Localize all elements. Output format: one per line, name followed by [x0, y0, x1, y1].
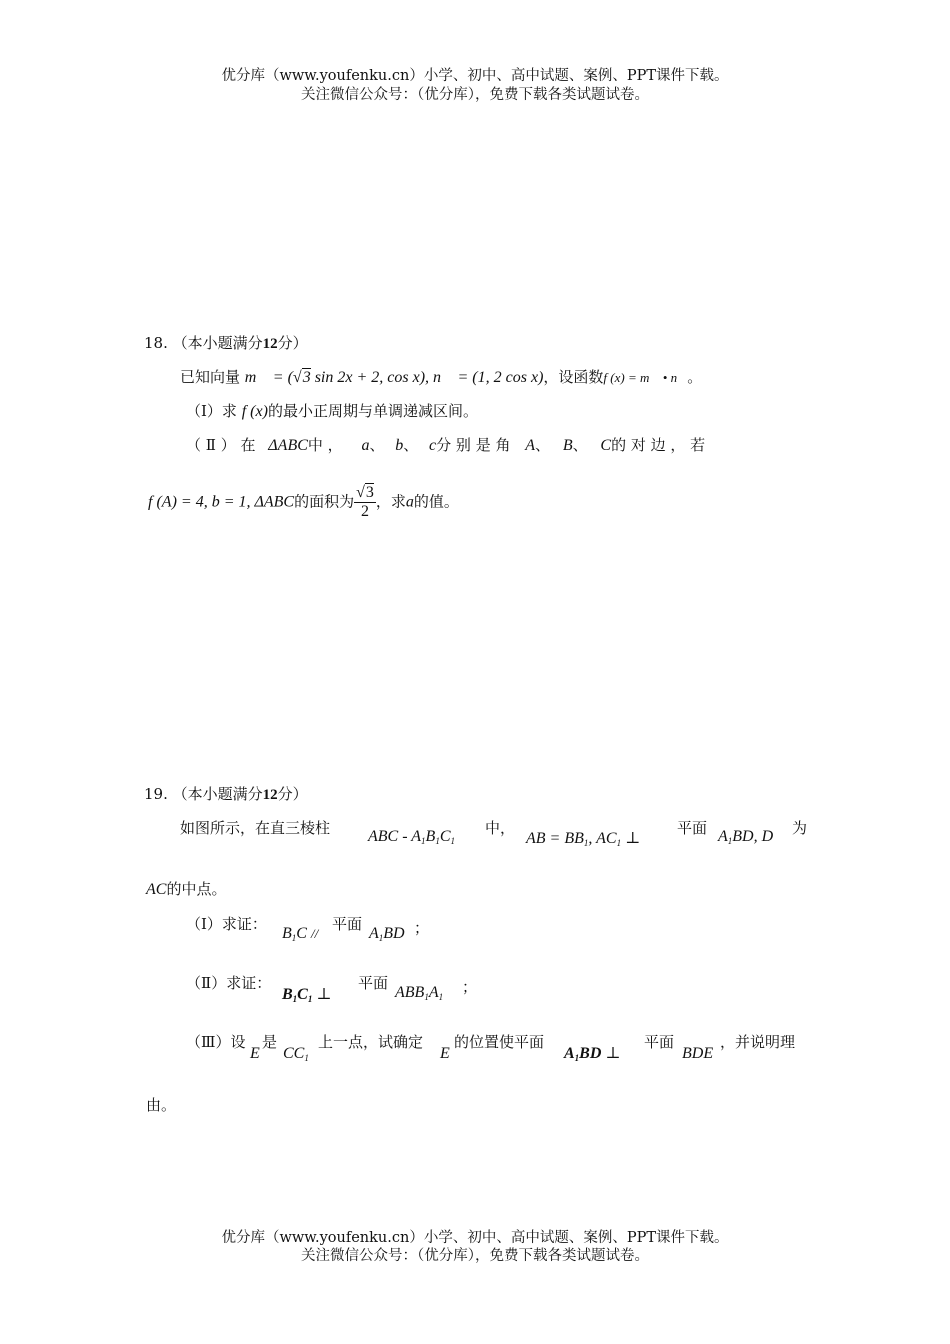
q19-plane-word-2: 平面	[332, 915, 363, 933]
plane-a1bd-formula: $A_1BD$	[369, 925, 405, 943]
q18-sep-1: 、	[369, 436, 385, 454]
q19-part1	[186, 913, 486, 953]
f-x-formula: f (x)	[241, 403, 268, 420]
q18-intro-prefix: 已知向量	[180, 368, 241, 386]
q18-part1-label: （Ⅰ）求	[186, 402, 237, 420]
plane-a1bd-perp-formula: $A_1BD$ ⊥	[564, 1045, 621, 1063]
q19-heading	[144, 783, 308, 804]
angle-c: C	[600, 437, 612, 454]
q19-part3-tail: 由。	[146, 1096, 177, 1114]
angle-b: B	[562, 437, 573, 454]
q19-part2-end: ；	[462, 978, 478, 996]
q18-intro-end: 。	[687, 368, 703, 386]
q19-part1-end: ；	[414, 919, 430, 937]
q19-intro	[180, 817, 808, 857]
q19-part3-label: （Ⅲ）设	[186, 1033, 246, 1051]
q18-part1	[186, 400, 478, 421]
segment-cc1: $CC_1$	[283, 1045, 309, 1063]
condition-formula: f (A) = 4, b = 1, ΔABC	[148, 493, 295, 511]
q18-sep-3: 、	[535, 436, 551, 454]
q19-score-value: 12	[262, 787, 278, 803]
q18-sep-2: 、	[403, 436, 419, 454]
q19-plane-word-4: 平面	[644, 1033, 675, 1051]
q19-number: 19.	[144, 785, 168, 803]
header-line-1: 优分库（www.youfenku.cn）小学、初中、高中试题、案例、PPT课件下载。	[221, 68, 729, 84]
q18-condition	[148, 484, 459, 521]
segment-ac: AC	[146, 881, 167, 898]
plane-abb1a1-formula: $ABB_1A_1$	[395, 984, 444, 1002]
q18-cond-end: ，求	[375, 492, 406, 511]
point-e-2: E	[440, 1045, 450, 1062]
b1c-parallel-formula: $B_1C$ //	[282, 925, 319, 943]
q19-part2	[186, 972, 506, 1012]
header-line-2: 关注微信公众号：（优分库），免费下载各类试题试卷。	[301, 87, 649, 103]
q18-part2	[186, 434, 806, 455]
q19-plane-word-3: 平面	[358, 974, 389, 992]
q18-score-value: 12	[262, 336, 278, 352]
vector-m-formula: m⃗ = (√3 sin 2x + 2, cos x), n⃗ = (1, 2 cos x)	[244, 369, 544, 386]
q19-part2-label: （Ⅱ）求证：	[186, 974, 272, 992]
q19-line2	[146, 878, 226, 899]
function-f-formula: f (x) = m⃗ • n⃗	[603, 370, 688, 385]
q18-cond-end2: 的值。	[413, 492, 459, 511]
q19-score-close: 分）	[277, 785, 308, 803]
prism-formula: ABC - $A_1B_1C_1$	[368, 828, 455, 846]
q18-score-close: 分）	[277, 334, 308, 352]
q19-part3-is: 是	[262, 1033, 278, 1051]
q19-intro-mid: 中，	[485, 819, 516, 837]
footer-line-1: 优分库（www.youfenku.cn）小学、初中、高中试题、案例、PPT课件下载。	[221, 1230, 729, 1246]
q18-part2-text-c: 的 对 边 ， 若	[611, 436, 706, 454]
q19-intro-prefix: 如图所示，在直三棱柱	[180, 819, 331, 837]
q18-intro	[180, 366, 702, 387]
q19-part1-label: （Ⅰ）求证：	[186, 915, 267, 933]
q19-part3-pos: 的位置使平面	[454, 1033, 545, 1051]
q18-intro-mid: ，设函数	[543, 368, 604, 386]
q19-line2-text: 的中点。	[166, 880, 227, 898]
unknown-a: a	[405, 493, 414, 511]
q18-part1-text: 的最小正周期与单调递减区间。	[267, 402, 478, 420]
q19-score-open: （本小题满分	[172, 785, 263, 803]
q19-part3-mid: 上一点，试确定	[318, 1033, 424, 1051]
fraction-sqrt3-over-2: $\frac{√3}{2}$	[356, 484, 374, 520]
ab-equals-bb1-formula: AB = $BB_1$, $AC_1$ ⊥	[526, 830, 641, 848]
q18-part2-text-b: 分 别 是 角	[436, 436, 511, 454]
q18-cond-text: 的面积为	[294, 492, 355, 511]
q18-heading	[144, 332, 308, 353]
q18-score-open: （本小题满分	[172, 334, 263, 352]
q18-sep-4: 、	[572, 436, 588, 454]
q19-part3	[186, 1031, 808, 1071]
q18-part2-text-a: 中 ，	[307, 436, 343, 454]
q19-intro-end: 为	[792, 819, 808, 837]
q18-number: 18.	[144, 334, 168, 352]
q19-part3-end: ，并说明理	[720, 1033, 796, 1051]
side-a: a	[361, 437, 370, 454]
side-c: c	[429, 437, 437, 454]
angle-a: A	[525, 437, 536, 454]
triangle-abc-formula: ΔABC	[268, 437, 308, 454]
plane-a1bd-d-formula: $A_1BD$, D	[718, 828, 774, 846]
b1c1-perp-formula: $B_1C_1$ ⊥	[282, 986, 332, 1004]
footer-line-2: 关注微信公众号：（优分库），免费下载各类试题试卷。	[301, 1248, 649, 1264]
point-e-1: E	[250, 1045, 260, 1062]
side-b: b	[395, 437, 404, 454]
q19-plane-word-1: 平面	[677, 819, 708, 837]
plane-bde: BDE	[682, 1045, 714, 1062]
q18-part2-label: （ Ⅱ ） 在	[186, 436, 256, 454]
